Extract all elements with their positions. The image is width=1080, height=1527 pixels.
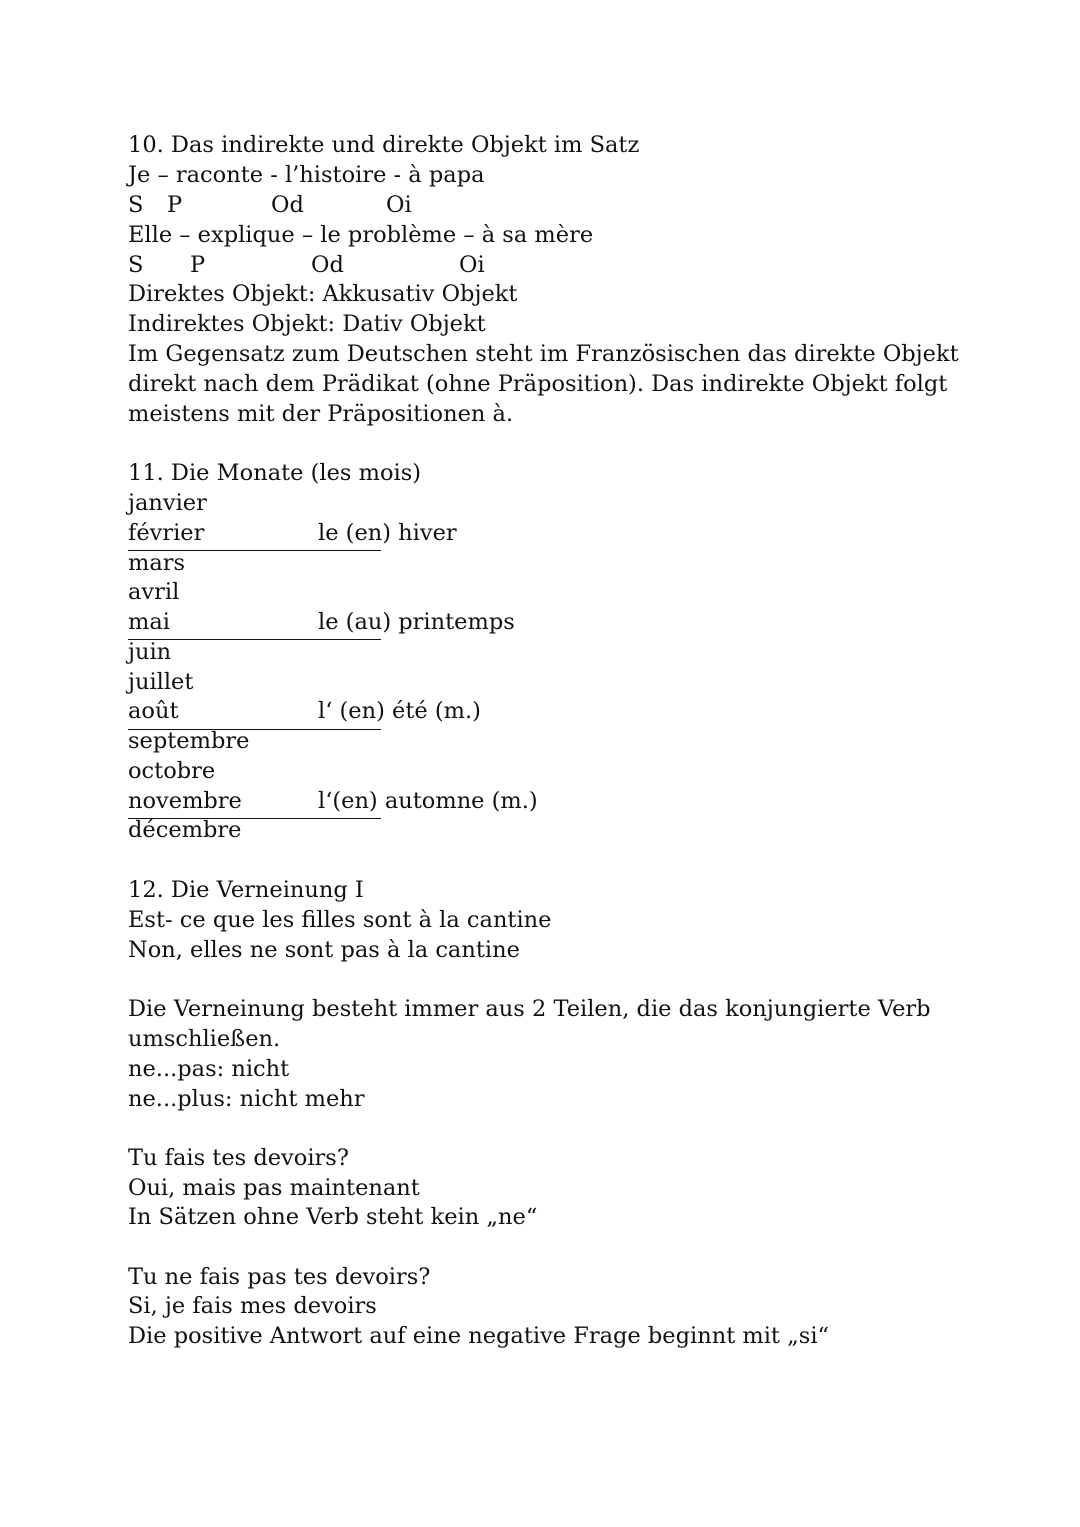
month-item: avril (128, 579, 180, 605)
negation-ne-plus: ne...plus: nicht mehr (128, 1086, 365, 1112)
month-item: mai (128, 609, 170, 635)
season-autumn: l‘(en) automne (m.) (318, 788, 538, 814)
label-direct-object: Od (311, 252, 344, 278)
example-question: Est- ce que les filles sont à la cantine (128, 907, 552, 933)
month-item: mars (128, 550, 186, 576)
label-direct-object: Od (271, 192, 304, 218)
direct-object-definition: Direktes Objekt: Akkusativ Objekt (128, 281, 518, 307)
month-item: septembre (128, 728, 250, 754)
explanation-line: Im Gegensatz zum Deutschen steht im Französischen das direkte Objekt (128, 341, 959, 367)
explanation-line: meistens mit der Präpositionen à. (128, 401, 514, 427)
month-item: novembre (128, 788, 242, 814)
label-predicate: P (167, 192, 183, 218)
negation-ne-pas: ne...pas: nicht (128, 1056, 290, 1082)
month-item: décembre (128, 817, 242, 843)
month-item: janvier (128, 490, 207, 516)
example-2-sentence: Elle – explique – le problème – à sa mère (128, 222, 594, 248)
month-item: février (128, 520, 205, 546)
explanation-line: direkt nach dem Prädikat (ohne Präposition). Das indirekte Objekt folgt (128, 371, 948, 397)
label-predicate: P (190, 252, 206, 278)
label-indirect-object: Oi (386, 192, 412, 218)
month-item: octobre (128, 758, 216, 784)
grammar-note: In Sätzen ohne Verb steht kein „ne“ (128, 1204, 538, 1230)
section-12-title: 12. Die Verneinung I (128, 877, 364, 903)
label-subject: S (128, 192, 144, 218)
example-answer: Si, je fais mes devoirs (128, 1293, 377, 1319)
grammar-note: Die positive Antwort auf eine negative Frage beginnt mit „si“ (128, 1323, 830, 1349)
example-1-sentence: Je – raconte - l’histoire - à papa (128, 162, 485, 188)
label-indirect-object: Oi (459, 252, 485, 278)
season-summer: l‘ (en) été (m.) (318, 698, 481, 724)
example-question: Tu ne fais pas tes devoirs? (128, 1264, 431, 1290)
season-winter: le (en) hiver (318, 520, 457, 546)
section-11-title: 11. Die Monate (les mois) (128, 460, 422, 486)
section-10-title: 10. Das indirekte und direkte Objekt im Satz (128, 132, 640, 158)
negation-rule-line: Die Verneinung besteht immer aus 2 Teilen, die das konjungierte Verb (128, 996, 931, 1022)
month-item: août (128, 698, 179, 724)
month-item: juin (128, 639, 172, 665)
month-item: juillet (128, 669, 194, 695)
negation-rule-line: umschließen. (128, 1026, 281, 1052)
example-answer: Non, elles ne sont pas à la cantine (128, 937, 520, 963)
season-spring: le (au) printemps (318, 609, 515, 635)
label-subject: S (128, 252, 144, 278)
example-answer: Oui, mais pas maintenant (128, 1175, 420, 1201)
example-question: Tu fais tes devoirs? (128, 1145, 349, 1171)
indirect-object-definition: Indirektes Objekt: Dativ Objekt (128, 311, 486, 337)
